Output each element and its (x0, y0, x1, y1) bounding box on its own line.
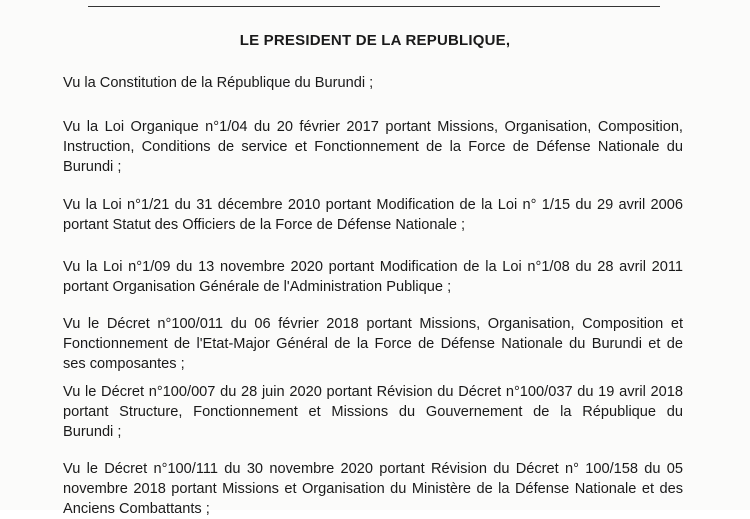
citation-line: Instruction, Conditions de service et Fonctionnement de la Force de Défense Nationale du (63, 139, 683, 155)
document-title: LE PRESIDENT DE LA REPUBLIQUE, (239, 32, 511, 49)
citation-line: ses composantes ; (63, 356, 185, 372)
citation-line: portant Structure, Fonctionnement et Missions du Gouvernement de la République du (63, 404, 683, 420)
citation-line: Burundi ; (63, 424, 122, 440)
citation-line: Vu la Loi Organique n°1/04 du 20 février 2017 portant Missions, Organisation, Composition, (63, 119, 683, 135)
citation-line: Vu la Constitution de la République du Burundi ; (63, 75, 374, 91)
citation-line: Anciens Combattants ; (63, 501, 210, 517)
citation-line: novembre 2018 portant Missions et Organisation du Ministère de la Défense Nationale et des (63, 481, 683, 497)
citation-line: Fonctionnement de l'Etat-Major Général de la Force de Défense Nationale du Burundi et de (63, 336, 683, 352)
citation-line: Vu le Décret n°100/007 du 28 juin 2020 portant Révision du Décret n°100/037 du 19 avril 2018 (63, 384, 683, 400)
citation-line: portant Organisation Générale de l'Administration Publique ; (63, 279, 452, 295)
citation-decret-etat-major (63, 314, 683, 374)
citation-loi-administration (63, 257, 683, 297)
citation-line: Vu la Loi n°1/21 du 31 décembre 2010 portant Modification de la Loi n° 1/15 du 29 avril 2006 (63, 197, 683, 213)
citation-constitution (63, 73, 683, 93)
citation-line: Vu le Décret n°100/011 du 06 février 2018 portant Missions, Organisation, Composition et (63, 316, 683, 332)
citation-decret-gouvernement (63, 382, 683, 442)
citation-loi-statut-officiers (63, 195, 683, 235)
citation-line: Burundi ; (63, 159, 122, 175)
citation-line: Vu la Loi n°1/09 du 13 novembre 2020 portant Modification de la Loi n°1/08 du 28 avril 2011 (63, 259, 683, 275)
citation-loi-organique (63, 117, 683, 177)
top-rule (88, 6, 660, 7)
citation-decret-ministere (63, 459, 683, 519)
citation-line: portant Statut des Officiers de la Force de Défense Nationale ; (63, 217, 466, 233)
citation-line: Vu le Décret n°100/111 du 30 novembre 2020 portant Révision du Décret n° 100/158 du 05 (63, 461, 683, 477)
